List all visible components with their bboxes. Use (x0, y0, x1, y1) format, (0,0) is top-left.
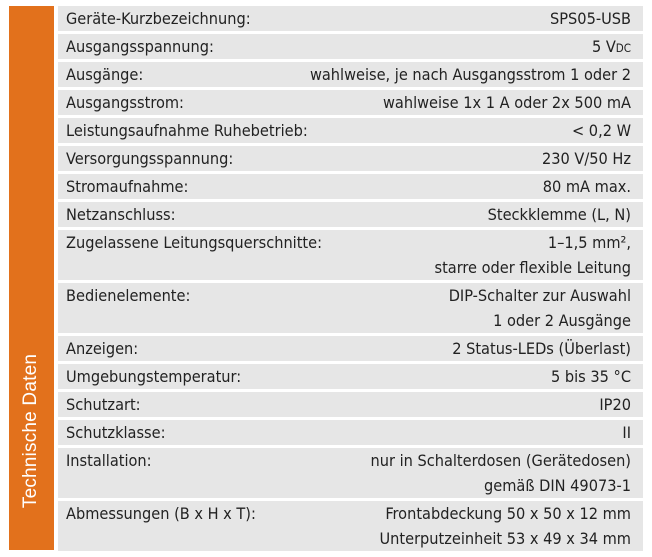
spec-value: 5 bis 35 °C (551, 367, 631, 386)
spec-value: IP20 (599, 395, 631, 414)
spec-value: 80 mA max. (542, 177, 631, 196)
spec-label: Geräte-Kurzbezeichnung: (66, 9, 251, 28)
spec-value: II (622, 423, 631, 442)
spec-row-leitungsquerschnitte (58, 230, 643, 280)
spec-label: Installation: (66, 451, 152, 470)
spec-value: 1–1,5 mm², (547, 233, 631, 252)
spec-row-ausgangsstrom (58, 90, 643, 115)
spec-value: SPS05-USB (550, 9, 631, 28)
spec-label: Umgebungstemperatur: (66, 367, 242, 386)
spec-row-schutzklasse (58, 420, 643, 445)
spec-value-continued: Unterputzeinheit 53 x 49 x 34 mm (379, 529, 631, 548)
spec-value: wahlweise, je nach Ausgangsstrom 1 oder 2 (309, 65, 631, 84)
spec-row-stromaufnahme (58, 174, 643, 199)
spec-label: Zugelassene Leitungsquerschnitte: (66, 233, 323, 252)
spec-value: DIP-Schalter zur Auswahl (448, 286, 631, 305)
spec-row-anzeigen (58, 336, 643, 361)
spec-row-leistungsaufnahme (58, 118, 643, 143)
spec-row-ausgangsspannung (58, 34, 643, 59)
spec-label: Schutzklasse: (66, 423, 166, 442)
spec-label: Anzeigen: (66, 339, 139, 358)
spec-value-subscript: DC (615, 41, 631, 55)
spec-label: Abmessungen (B x H x T): (66, 504, 256, 523)
spec-value-continued: gemäß DIN 49073-1 (484, 476, 631, 495)
spec-row-versorgungsspannung (58, 146, 643, 171)
spec-sheet (9, 6, 643, 550)
spec-label: Leistungsaufnahme Ruhebetrieb: (66, 121, 308, 140)
spec-row-netzanschluss (58, 202, 643, 227)
spec-value-main: 5 V (591, 37, 616, 56)
spec-row-kurzbezeichnung (58, 6, 643, 31)
spec-label: Ausgangsspannung: (66, 37, 214, 56)
spec-row-abmessungen (58, 501, 643, 551)
spec-label: Schutzart: (66, 395, 141, 414)
spec-value-continued: starre oder flexible Leitung (434, 258, 631, 277)
spec-row-bedienelemente (58, 283, 643, 333)
spec-value: 230 V/50 Hz (541, 149, 631, 168)
spec-label: Ausgänge: (66, 65, 144, 84)
spec-row-umgebungstemperatur (58, 364, 643, 389)
spec-label: Stromaufnahme: (66, 177, 189, 196)
spec-value: nur in Schalterdosen (Gerätedosen) (370, 451, 631, 470)
spec-value: Steckklemme (L, N) (487, 205, 631, 224)
spec-value: 2 Status-LEDs (Überlast) (452, 339, 631, 358)
spec-value: < 0,2 W (571, 121, 631, 140)
spec-value: Frontabdeckung 50 x 50 x 12 mm (385, 504, 631, 523)
spec-value (592, 34, 631, 61)
spec-value-continued: 1 oder 2 Ausgänge (493, 311, 631, 330)
sidebar-band (9, 6, 54, 550)
spec-label: Ausgangsstrom: (66, 93, 184, 112)
sidebar-title: Technische Daten (20, 353, 41, 509)
spec-table (58, 6, 643, 550)
spec-label: Bedienelemente: (66, 286, 191, 305)
spec-label: Netzanschluss: (66, 205, 176, 224)
spec-label: Versorgungsspannung: (66, 149, 234, 168)
spec-row-ausgaenge (58, 62, 643, 87)
spec-row-installation (58, 448, 643, 498)
spec-value: wahlweise 1x 1 A oder 2x 500 mA (383, 93, 631, 112)
spec-row-schutzart (58, 392, 643, 417)
